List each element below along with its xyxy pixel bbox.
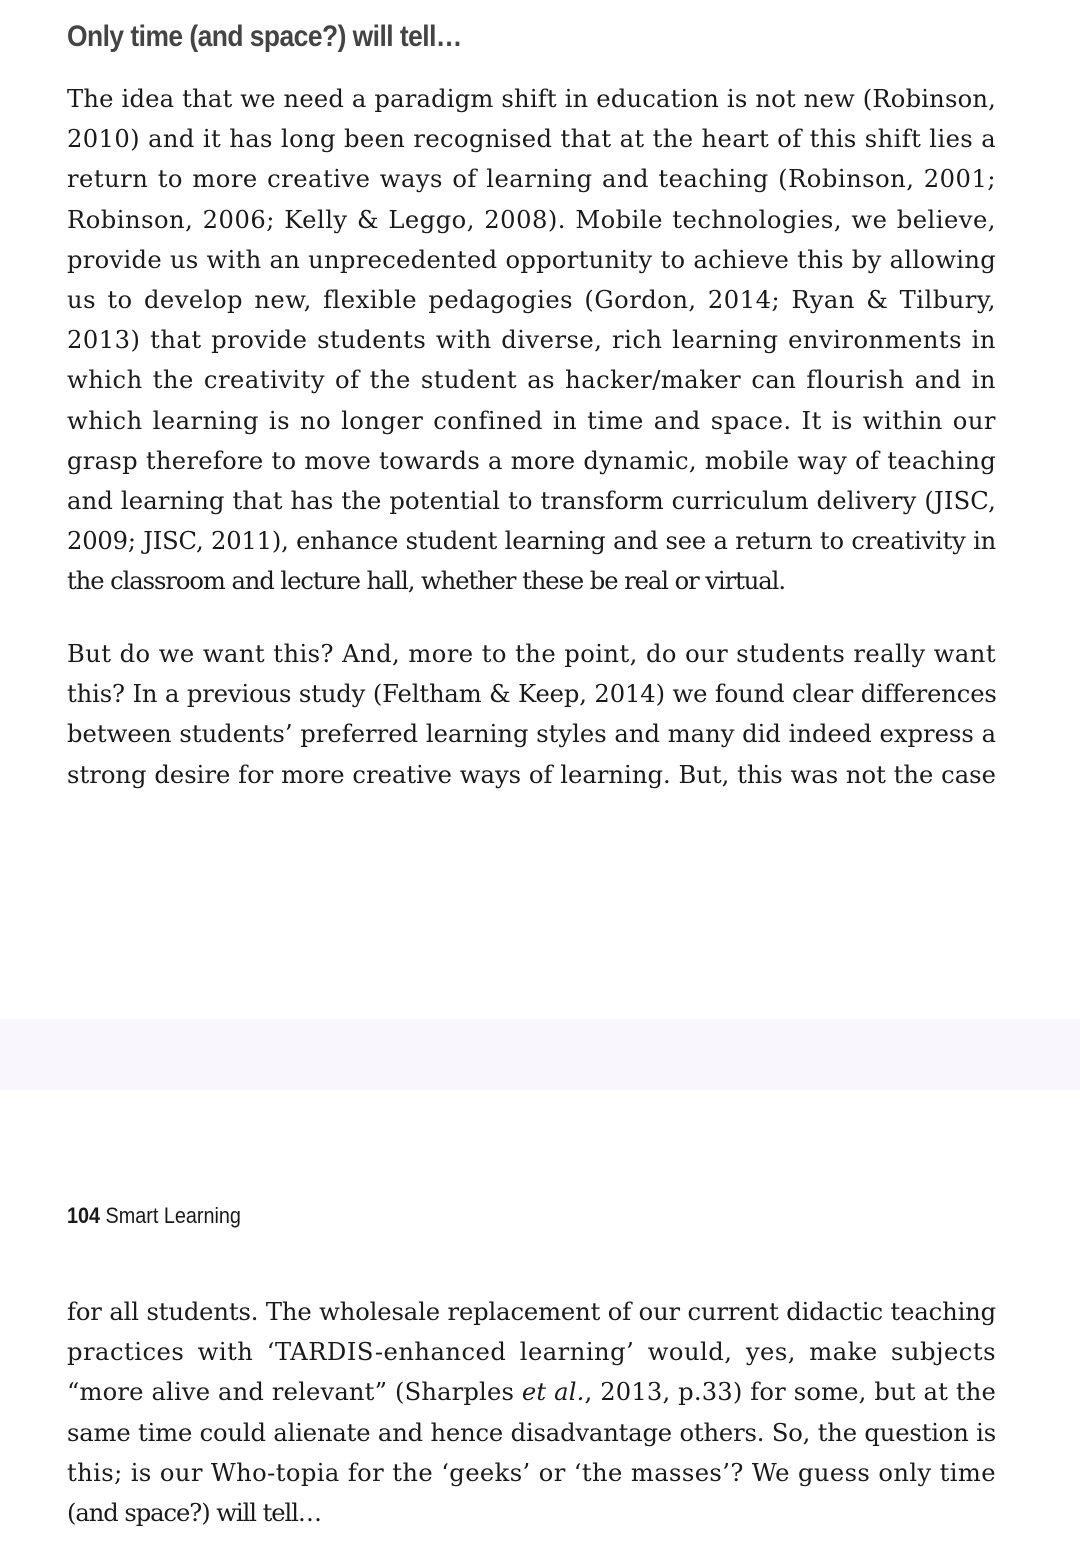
text-line: this; is our Who-topia for the ‘geeks’ or ‘the masses’? We guess only time — [67, 1458, 997, 1487]
paragraph-1 — [67, 79, 996, 601]
text-line: (and space?) will tell… — [67, 1498, 322, 1527]
text-line: 2013) that provide students with diverse, rich learning environments in — [67, 326, 996, 355]
text-line: the classroom and lecture hall, whether these be real or virtual. — [67, 567, 785, 596]
text-line: practices with ‘TARDIS-enhanced learning’ would, yes, make subjects — [67, 1338, 996, 1367]
text-line: The idea that we need a paradigm shift in education is not new (Robinson, — [67, 85, 996, 113]
text-line: this? In a previous study (Feltham & Keep, 2014) we found clear differences — [67, 680, 997, 709]
italic-et-al: et al. — [521, 1378, 585, 1407]
text-segment: “more alive and relevant” (Sharples — [67, 1378, 522, 1407]
text-line-with-citation — [67, 1372, 996, 1412]
text-line: and learning that has the potential to transform curriculum delivery (JISC, — [67, 486, 996, 515]
running-title: Smart Learning — [105, 1203, 241, 1228]
text-line: for all students. The wholesale replacement of our current didactic teaching — [67, 1298, 997, 1326]
text-line: us to develop new, flexible pedagogies (Gordon, 2014; Ryan & Tilbury, — [67, 285, 996, 314]
text-line: Robinson, 2006; Kelly & Leggo, 2008). Mobile technologies, we believe, — [67, 205, 996, 234]
text-line: which learning is no longer confined in time and space. It is within our — [67, 406, 996, 435]
paragraph-3 — [67, 1292, 996, 1533]
text-line: return to more creative ways of learning and teaching (Robinson, 2001; — [67, 165, 996, 194]
text-line: But do we want this? And, more to the point, do our students really want — [67, 640, 997, 668]
text-line: between students’ preferred learning styles and many did indeed express a — [67, 720, 997, 749]
page-footer — [67, 1203, 241, 1229]
text-line: which the creativity of the student as hacker/maker can flourish and in — [67, 366, 996, 395]
paragraph-2 — [67, 634, 996, 795]
page-separator — [0, 1019, 1080, 1090]
text-line: 2010) and it has long been recognised that at the heart of this shift lies a — [67, 125, 997, 154]
text-line: provide us with an unprecedented opportunity to achieve this by allowing — [67, 245, 996, 274]
text-line: grasp therefore to move towards a more dynamic, mobile way of teaching — [67, 446, 997, 475]
text-line: strong desire for more creative ways of learning. But, this was not the case — [67, 760, 996, 789]
text-line: same time could alienate and hence disadvantage others. So, the question is — [67, 1418, 997, 1447]
text-line: 2009; JISC, 2011), enhance student learning and see a return to creativity in — [67, 527, 997, 556]
text-segment: , 2013, p.33) for some, but at the — [584, 1378, 996, 1407]
section-heading: Only time (and space?) will tell… — [67, 20, 462, 53]
page-number: 104 — [67, 1203, 101, 1228]
